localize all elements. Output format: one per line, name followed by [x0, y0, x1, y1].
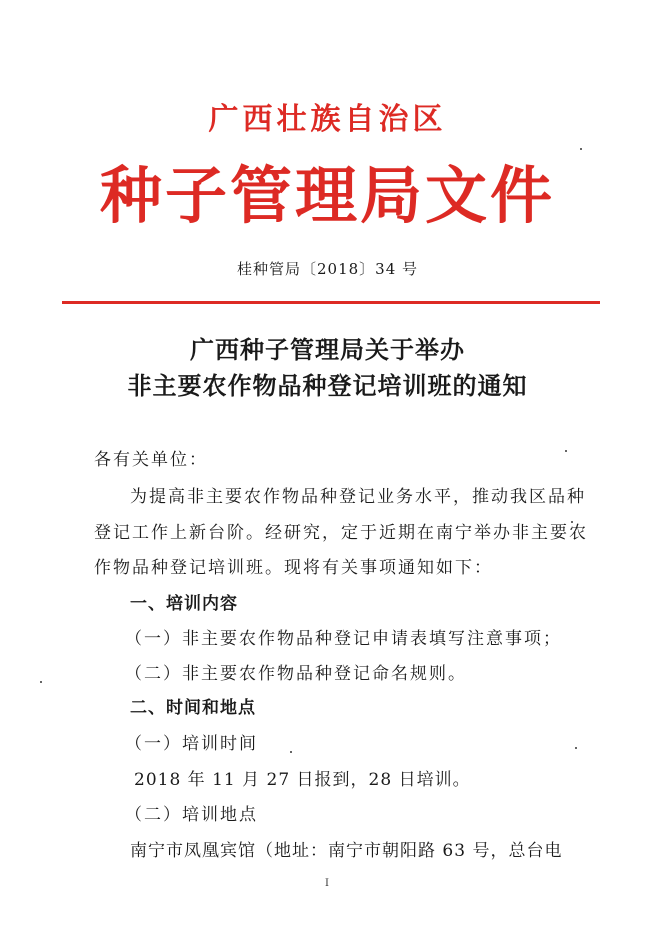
training-content-item-2: （二）非主要农作物品种登记命名规则。	[125, 664, 467, 684]
notice-title-line2: 非主要农作物品种登记培训班的通知	[127, 371, 528, 400]
section-heading-training-content: 一、培训内容	[130, 594, 238, 614]
training-content-item-1: （一）非主要农作物品种登记申请表填写注意事项；	[125, 629, 562, 649]
notice-title-line1: 广西种子管理局关于举办	[190, 335, 465, 364]
issuer-title: 种子管理局文件	[99, 159, 555, 232]
training-time-value: 2018 年 11 月 27 日报到，28 日培训。	[134, 770, 471, 790]
training-time-label: （一）培训时间	[125, 734, 258, 754]
issuer-region: 广西壮族自治区	[208, 102, 447, 137]
intro-line-3: 作物品种登记培训班。现将有关事项通知如下：	[94, 558, 493, 578]
page-mark: I	[325, 878, 329, 889]
scan-speck	[575, 747, 577, 749]
scan-speck	[580, 148, 582, 150]
red-separator-line	[62, 301, 600, 304]
scan-speck	[571, 521, 573, 523]
scan-speck	[40, 681, 42, 683]
intro-line-1: 为提高非主要农作物品种登记业务水平，推动我区品种	[130, 487, 586, 507]
intro-line-2: 登记工作上新台阶。经研究，定于近期在南宁举办非主要农	[94, 523, 588, 543]
section-heading-time-place: 二、时间和地点	[130, 698, 256, 718]
scan-speck	[565, 450, 567, 452]
salutation: 各有关单位：	[94, 450, 208, 470]
document-number: 桂种管局〔2018〕34 号	[236, 260, 419, 278]
training-place-value: 南宁市凤凰宾馆（地址：南宁市朝阳路 63 号，总台电	[130, 841, 563, 861]
training-place-label: （二）培训地点	[125, 805, 258, 825]
scan-speck	[290, 751, 292, 753]
